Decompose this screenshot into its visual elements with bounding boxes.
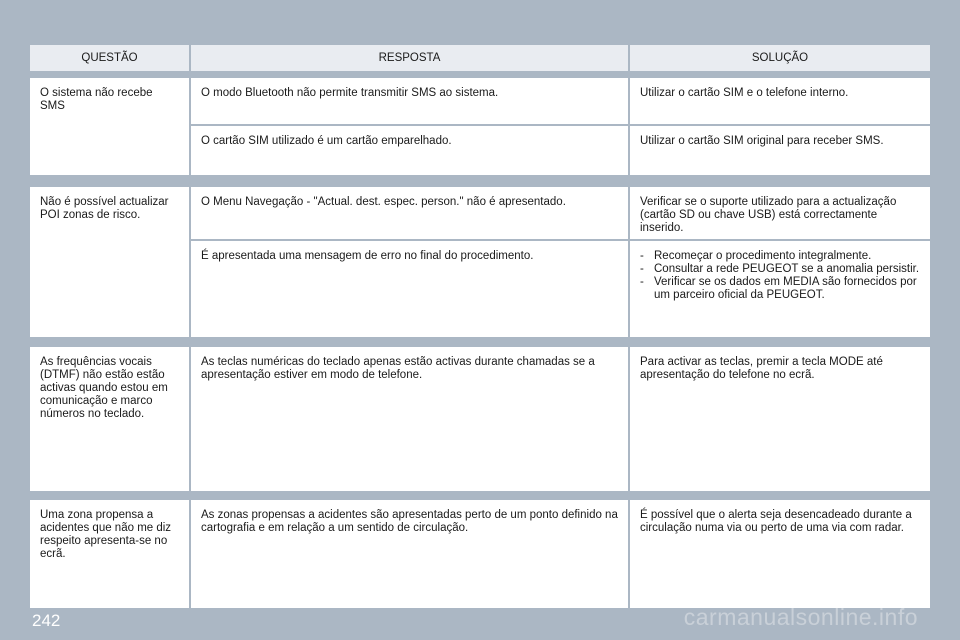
solution-text: Verificar se o suporte utilizado para a actualização (cartão SD ou chave USB) está correctamente inserido. [640, 196, 897, 234]
question-text: Não é possível actualizar POI zonas de risco. [40, 196, 169, 221]
solution-cell [630, 241, 930, 337]
solution-text: Para activar as teclas, premir a tecla MODE até apresentação do telefone no ecrã. [640, 356, 883, 381]
question-cell [30, 78, 189, 175]
watermark: carmanualsonline.info [683, 604, 918, 630]
answer-text: As teclas numéricas do teclado apenas estão activas durante chamadas se a apresentação estiver em modo de telefone. [201, 356, 595, 381]
solution-cell [630, 500, 930, 608]
solution-text: Utilizar o cartão SIM original para receber SMS. [640, 135, 884, 147]
question-text: O sistema não recebe SMS [40, 87, 153, 112]
solution-cell [630, 78, 930, 124]
header-answer: RESPOSTA [191, 45, 628, 71]
solution-cell [630, 187, 930, 239]
header-question: QUESTÃO [30, 45, 189, 71]
troubleshooting-table [30, 45, 930, 609]
answer-text: O modo Bluetooth não permite transmitir SMS ao sistema. [201, 87, 499, 99]
answer-cell [191, 500, 628, 608]
question-cell [30, 347, 189, 491]
answer-text: O Menu Navegação - "Actual. dest. espec. person." não é apresentado. [201, 196, 566, 208]
solution-text: É possível que o alerta seja desencadeado durante a circulação numa via ou perto de uma via com radar. [640, 509, 912, 534]
answer-cell [191, 241, 628, 337]
answer-text: O cartão SIM utilizado é um cartão emparelhado. [201, 135, 452, 147]
answer-text: É apresentada uma mensagem de erro no final do procedimento. [201, 250, 534, 262]
answer-cell [191, 187, 628, 239]
solution-text: Utilizar o cartão SIM e o telefone interno. [640, 87, 849, 99]
page-number: 242 [32, 611, 61, 630]
solution-cell [630, 347, 930, 491]
solution-cell [630, 126, 930, 175]
header-solution: SOLUÇÃO [630, 45, 930, 71]
question-cell [30, 500, 189, 608]
solution-list [640, 250, 920, 302]
answer-cell [191, 347, 628, 491]
answer-cell [191, 126, 628, 175]
question-text: Uma zona propensa a acidentes que não me diz respeito apresenta-se no ecrã. [40, 509, 172, 560]
solution-list-item: - Recomeçar o procedimento integralmente. [640, 250, 920, 263]
solution-list-item: - Consultar a rede PEUGEOT se a anomalia persistir. [640, 263, 920, 276]
question-text: As frequências vocais (DTMF) não estão estão activas quando estou em comunicação e marco números no teclado. [40, 356, 168, 420]
answer-text: As zonas propensas a acidentes são apresentadas perto de um ponto definido na cartografia e em relação a um sentido de circulação. [201, 509, 618, 534]
answer-cell [191, 78, 628, 124]
solution-list-item: - Verificar se os dados em MEDIA são fornecidos por um parceiro oficial da PEUGEOT. [640, 276, 920, 302]
question-cell [30, 187, 189, 337]
